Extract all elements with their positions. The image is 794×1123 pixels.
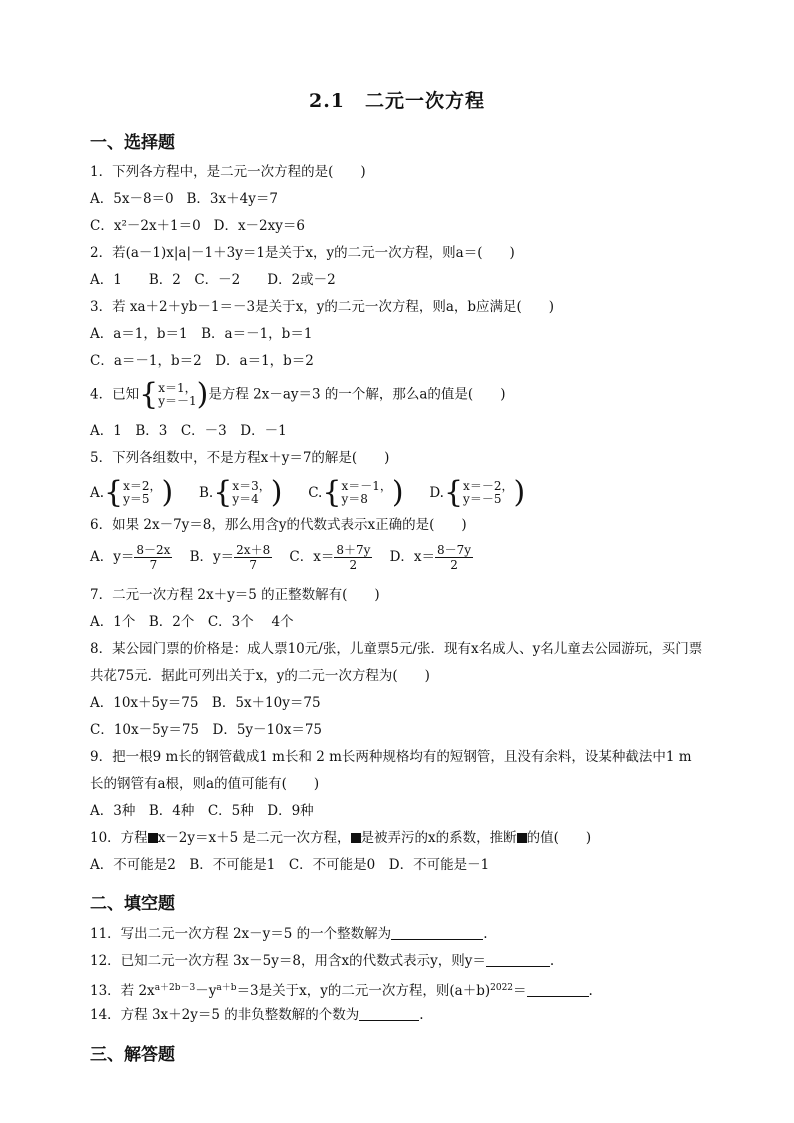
question-3-options-cd: C．a＝－1，b＝2 D．a＝1，b＝2	[90, 353, 314, 369]
option-d: D．x＝ $\frac{8-7y}{2}$	[389, 543, 472, 572]
option-a: A．y＝ $\frac{8-2x}{7}$	[90, 543, 171, 572]
question-2-stem: 2．若(a－1)x|a|－1＋3y＝1是关于x，y的二元一次方程，则a＝( )	[90, 245, 515, 261]
question-7-stem: 7．二元一次方程 2x＋y＝5 的正整数解有( )	[90, 587, 380, 603]
option-c: C．x＝ $\frac{8+7y}{2}$	[289, 543, 371, 572]
option-c: C．x²－2x＋1＝0	[90, 218, 201, 234]
question-9-options: A．3种 B．4种 C．5种 D．9种	[90, 803, 314, 819]
question-4-options: A．1 B．3 C．－3 D．－1	[90, 423, 287, 439]
question-10-stem: 10．方程 x－2y＝x＋5 是二元一次方程， 是被弄污的x的系数，推断 的值( )	[90, 830, 592, 846]
system-row-1: x＝1，	[158, 381, 197, 395]
section-heading-choice: 一、选择题	[90, 133, 175, 153]
option-a: A. { x＝2， y＝5 )	[90, 475, 174, 510]
answer-blank[interactable]	[391, 925, 483, 940]
page-title: 2.1 二元一次方程	[308, 90, 486, 112]
section-heading-answer: 三、解答题	[90, 1045, 175, 1065]
question-2-options: A．1 B．2 C．－2 D．2或－2	[90, 272, 336, 288]
smudged-coefficient-icon	[148, 833, 158, 843]
question-4-stem	[90, 377, 506, 412]
equation-system: { x＝1， y＝－1 )	[139, 377, 209, 412]
question-10-options: A．不可能是2 B．不可能是1 C．不可能是0 D．不可能是－1	[90, 857, 490, 873]
system-row-2: y＝－1	[158, 394, 197, 408]
answer-blank[interactable]	[359, 1006, 419, 1021]
question-8-options-cd: C．10x－5y＝75 D．5y－10x＝75	[90, 722, 323, 738]
option-b: B．y＝ $\frac{2x+8}{7}$	[189, 543, 271, 572]
section-heading-fill: 二、填空题	[90, 894, 175, 914]
question-1-options-cd	[90, 217, 305, 235]
option-d: D．x－2xy＝6	[213, 218, 305, 234]
smudged-coefficient-icon	[517, 833, 527, 843]
answer-blank[interactable]	[486, 952, 550, 967]
question-12: 12．已知二元一次方程 3x－5y＝8，用含x的代数式表示y，则y＝ .	[90, 953, 555, 969]
question-3-options-ab: A．a＝1，b＝1 B．a＝－1，b＝1	[90, 326, 313, 342]
question-11: 11．写出二元一次方程 2x－y＝5 的一个整数解为 .	[90, 926, 488, 942]
question-1-stem: 1．下列各方程中，是二元一次方程的是( )	[90, 164, 366, 180]
question-5-stem: 5．下列各组数中，不是方程x＋y＝7的解是( )	[90, 450, 390, 466]
question-8-stem: 8．某公园门票的价格是：成人票10元/张，儿童票5元/张．现有x名成人、y名儿童去公园游玩，买门票共花75元．据此可列出关于x，y的二元一次方程为( )	[90, 641, 703, 684]
question-13: 13．若 $2x^{a+2b-3}-y^{a+b}=3$是关于x，y的二元一次方程，则$(a+b)^{2022}=$ .	[90, 983, 593, 999]
question-14: 14．方程 3x＋2y＝5 的非负整数解的个数为 .	[90, 1007, 424, 1023]
option-b: B．3x＋4y＝7	[186, 191, 278, 207]
question-4-prefix: 4．已知	[90, 386, 140, 403]
answer-blank[interactable]	[527, 982, 589, 997]
question-6-stem: 6．如果 2x－7y＝8，那么用含y的代数式表示x正确的是( )	[90, 517, 467, 533]
question-5-options	[90, 475, 526, 510]
question-7-options: A．1个 B．2个 C．3个 4个	[90, 614, 294, 630]
smudged-coefficient-icon	[351, 833, 361, 843]
option-a: A．5x－8＝0	[90, 191, 174, 207]
question-6-options	[90, 543, 473, 572]
option-c: C. { x＝－1， y＝8 )	[308, 475, 404, 510]
option-b: B. { x＝3， y＝4 )	[199, 475, 283, 510]
option-d: D. { x＝－2， y＝－5 )	[429, 475, 526, 510]
question-8-options-ab: A．10x＋5y＝75 B．5x＋10y＝75	[90, 695, 321, 711]
question-4-suffix: 是方程 2x－ay＝3 的一个解，那么a的值是( )	[208, 386, 506, 403]
question-3-stem: 3．若 xa＋2＋yb－1＝－3是关于x，y的二元一次方程，则a，b应满足( )	[90, 299, 555, 315]
question-9-stem: 9．把一根9 m长的钢管截成1 m长和 2 m长两种规格均有的短钢管，且没有余料，设某种截法中1 m长的钢管有a根，则a的值可能有( )	[90, 749, 692, 792]
question-1-options-ab	[90, 190, 278, 208]
